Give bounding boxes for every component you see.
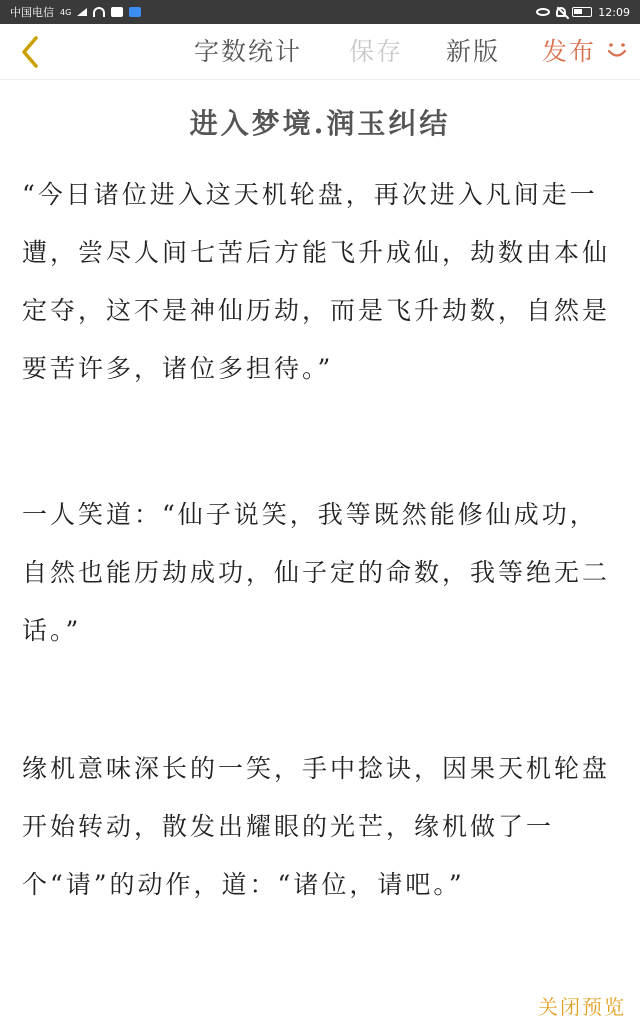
- signal-icon: [77, 8, 87, 16]
- eye-icon: [536, 8, 550, 16]
- status-left: [10, 4, 141, 20]
- chapter-paragraph: “今日诸位进入这天机轮盘，再次进入凡间走一遭，尝尽人间七苦后方能飞升成仙，劫数由本仙定夺，这不是神仙历劫，而是飞升劫数，自然是要苦许多，诸位多担待。”: [22, 180, 611, 383]
- back-button[interactable]: [12, 34, 48, 70]
- chevron-left-icon: [18, 34, 42, 70]
- battery-icon: [572, 7, 592, 17]
- word-count-button[interactable]: 字数统计: [194, 37, 303, 66]
- close-preview-button[interactable]: 关闭预览: [538, 995, 626, 1019]
- chapter-title: 进入梦境.润玉纠结: [189, 107, 451, 140]
- status-bar: [0, 0, 640, 24]
- editor-toolbar: [0, 24, 640, 80]
- save-button[interactable]: 保存: [349, 37, 404, 66]
- status-right: [536, 6, 630, 19]
- shield-badge-icon: [129, 7, 141, 17]
- network-label: 4G: [60, 7, 72, 17]
- mute-icon: [556, 7, 566, 17]
- chapter-preview: [0, 80, 640, 1024]
- new-version-button[interactable]: 新版: [446, 37, 501, 66]
- smile-icon[interactable]: [604, 36, 630, 62]
- clock-label: 12:09: [598, 5, 630, 19]
- chapter-paragraph: 缘机意味深长的一笑，手中捻诀，因果天机轮盘开始转动，散发出耀眼的光芒，缘机做了一个“请”的动作，道：“诸位，请吧。”: [22, 754, 611, 899]
- wifi-icon: [93, 7, 105, 17]
- app-badge-icon: [111, 7, 123, 17]
- chapter-paragraph: 一人笑道：“仙子说笑，我等既然能修仙成功，自然也能历劫成功，仙子定的命数，我等绝无二话。”: [22, 500, 611, 645]
- carrier-label: 中国电信: [10, 6, 54, 19]
- publish-button[interactable]: 发布: [542, 37, 597, 66]
